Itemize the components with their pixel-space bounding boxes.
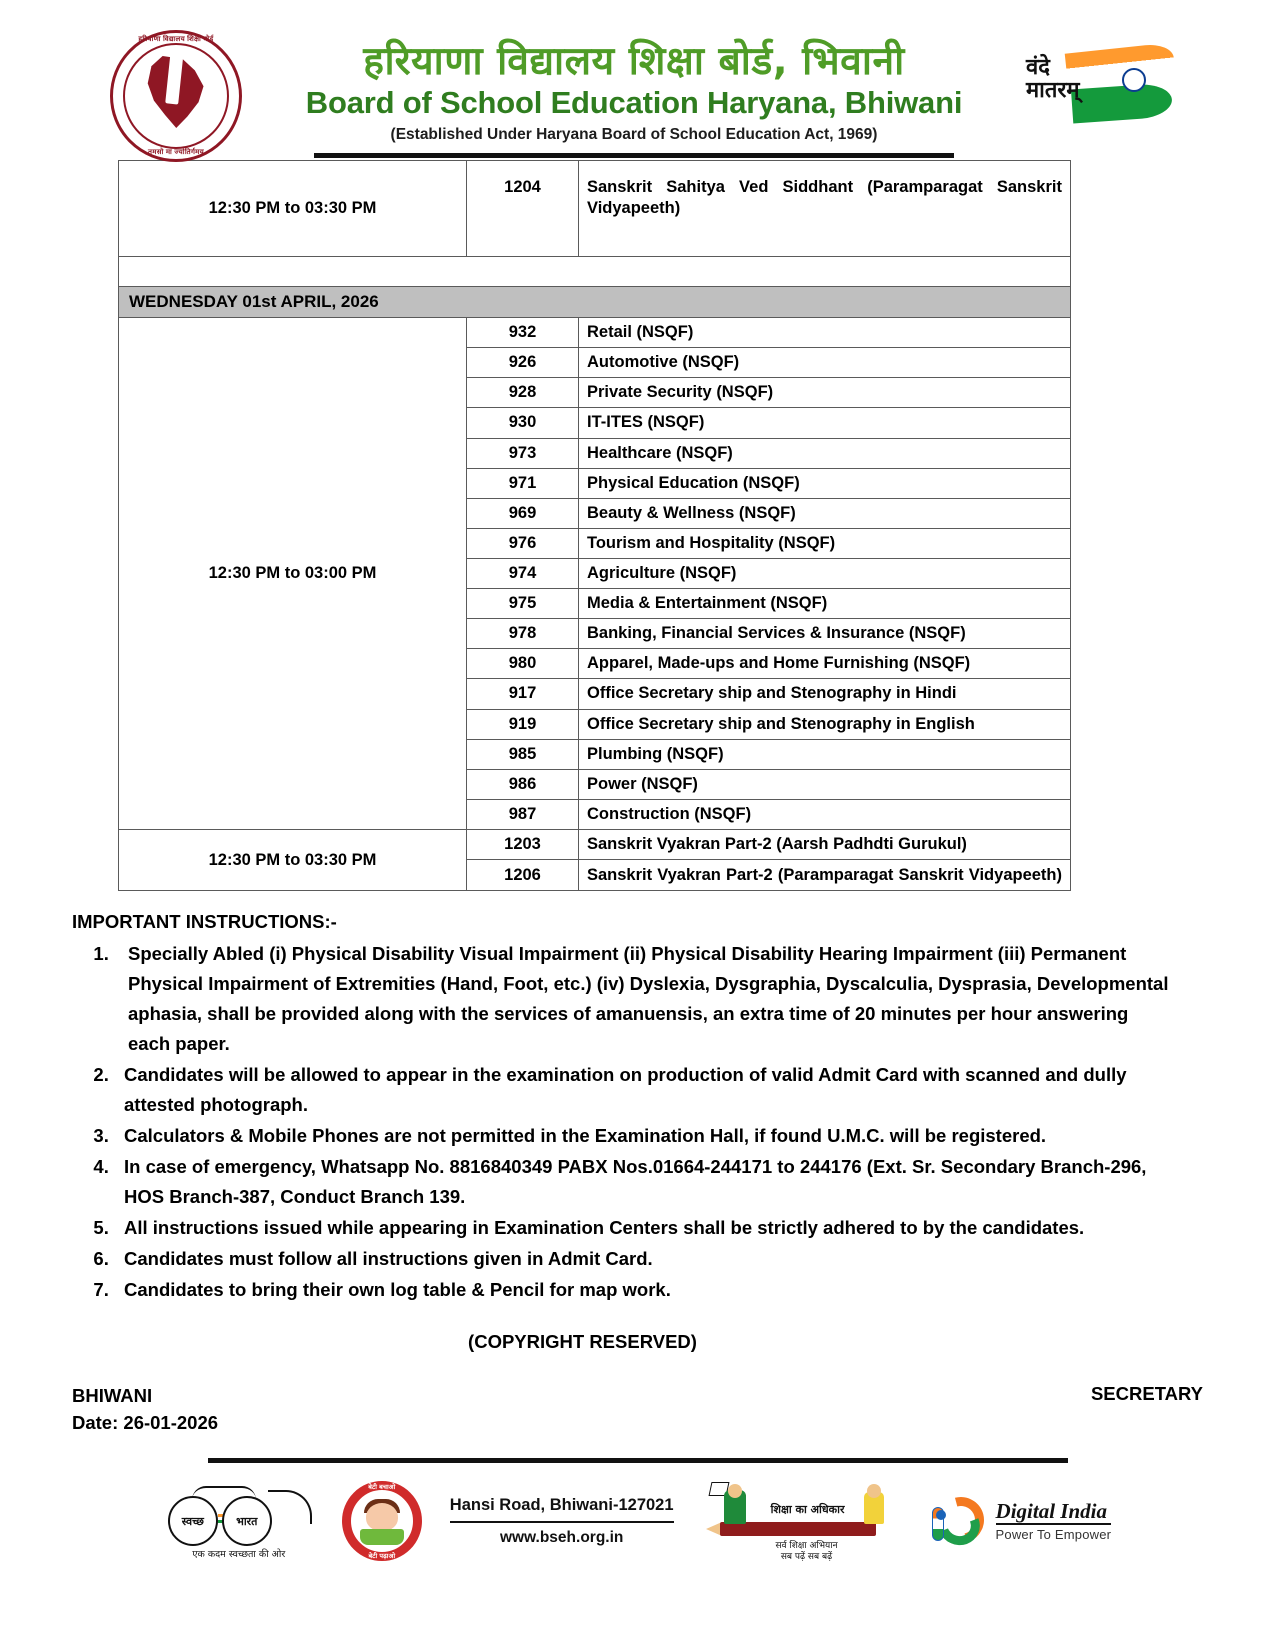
subject-code-cell: 975: [467, 589, 579, 619]
bseh-emblem-logo: [110, 30, 242, 162]
subject-name-cell: Beauty & Wellness (NSQF): [579, 498, 1071, 528]
day-heading-cell: WEDNESDAY 01st APRIL, 2026: [119, 287, 1071, 318]
subject-name-cell: Healthcare (NSQF): [579, 438, 1071, 468]
established-note: (Established Under Haryana Board of School Education Act, 1969): [390, 125, 878, 143]
flag-green-band: [1071, 83, 1173, 124]
subject-code-cell: 932: [467, 318, 579, 348]
exam-time-cell-sanskrit: 12:30 PM to 03:30 PM: [119, 829, 467, 890]
list-item: 7. Candidates to bring their own log table & Pencil for map work.: [114, 1275, 1170, 1305]
subject-name-cell: Sanskrit Vyakran Part-2 (Paramparagat Sanskrit Vidyapeeth): [579, 860, 1071, 891]
blue-dot-icon: [936, 1510, 946, 1520]
tricolor-bar-icon: [932, 1507, 944, 1541]
list-item: 6. Candidates must follow all instructions given in Admit Card.: [114, 1244, 1170, 1274]
table-row: [119, 829, 1071, 859]
beti-bachao-logo: [342, 1481, 422, 1561]
board-title-english: Board of School Education Haryana, Bhiwani: [305, 84, 963, 120]
subject-code-cell: 973: [467, 438, 579, 468]
digital-india-mark-icon: [930, 1495, 988, 1547]
subject-name-cell: Sanskrit Sahitya Ved Siddhant (Paramparagat Sanskrit Vidyapeeth): [579, 161, 1071, 257]
rte-subtitle-1: सर्व शिक्षा अभियान: [775, 1541, 838, 1552]
subject-name-cell: Media & Entertainment (NSQF): [579, 589, 1071, 619]
vande-mataram-logo: [1020, 34, 1180, 154]
beti-bottom-text: बेटी पढ़ाओ: [368, 1552, 396, 1561]
subject-code-cell: 926: [467, 348, 579, 378]
header-titles: [242, 28, 1020, 158]
spacer-cell: [119, 257, 1071, 287]
glasses-temple-arm: [268, 1490, 312, 1524]
subject-name-cell: Apparel, Made-ups and Home Furnishing (NSQF): [579, 649, 1071, 679]
digital-india-tagline: Power To Empower: [995, 1527, 1112, 1543]
exam-schedule-section: [0, 160, 1275, 891]
vande-mataram-text: वंदे मातरम्: [1026, 55, 1080, 104]
subject-code-cell: 1204: [467, 161, 579, 257]
website-url[interactable]: www.bseh.org.in: [499, 1529, 624, 1547]
swachh-bharat-caption: एक कदम स्वच्छता की ओर: [192, 1549, 286, 1561]
table-row: [119, 318, 1071, 348]
girl-face-icon: [366, 1503, 398, 1531]
digital-india-title: Digital India: [996, 1500, 1112, 1525]
subject-code-cell: 985: [467, 739, 579, 769]
subject-code-cell: 969: [467, 498, 579, 528]
glasses-left-lens: स्वच्छ: [168, 1496, 218, 1546]
subject-name-cell: Retail (NSQF): [579, 318, 1071, 348]
emblem-bottom-text: तमसो मा ज्योतिर्गमय: [147, 149, 205, 156]
document-header: [0, 0, 1275, 160]
subject-name-cell: Sanskrit Vyakran Part-2 (Aarsh Padhdti Gurukul): [579, 829, 1071, 859]
pencil-body-icon: [720, 1522, 876, 1536]
board-title-hindi: हरियाणा विद्यालय शिक्षा बोर्ड, भिवानी: [363, 39, 905, 84]
shiksha-ka-adhikar-logo: [702, 1482, 902, 1563]
subject-name-cell: IT-ITES (NSQF): [579, 408, 1071, 438]
subject-code-cell: 980: [467, 649, 579, 679]
instructions-heading: IMPORTANT INSTRUCTIONS:-: [72, 911, 337, 933]
flag-saffron-white-band: [1065, 42, 1176, 83]
open-book-icon: [360, 1529, 404, 1545]
ashoka-chakra-icon: [1122, 68, 1146, 92]
emblem-top-text: हरियाणा विद्यालय शिक्षा बोर्ड: [138, 36, 214, 43]
subject-code-cell: 930: [467, 408, 579, 438]
important-instructions-section: [0, 891, 1275, 1305]
child-right-head-icon: [867, 1484, 881, 1498]
subject-code-cell: 976: [467, 528, 579, 558]
list-item: 2. Candidates will be allowed to appear in the examination on production of valid Admit Card with scanned and dully attested photograph.: [114, 1060, 1170, 1120]
board-address: [450, 1492, 674, 1551]
subject-code-cell: 987: [467, 799, 579, 829]
signature-block: [0, 1353, 1275, 1437]
subject-name-cell: Automotive (NSQF): [579, 348, 1071, 378]
list-item: 5. All instructions issued while appearing in Examination Centers shall be strictly adhered to by the candidates.: [114, 1213, 1170, 1243]
subject-code-cell: 917: [467, 679, 579, 709]
list-item: 3. Calculators & Mobile Phones are not permitted in the Examination Hall, if found U.M.C. will be registered.: [114, 1121, 1170, 1151]
rte-title: शिक्षा का अधिकार: [770, 1503, 845, 1517]
subject-name-cell: Banking, Financial Services & Insurance (NSQF): [579, 619, 1071, 649]
child-left-head-icon: [728, 1484, 742, 1498]
subject-code-cell: 971: [467, 468, 579, 498]
subject-name-cell: Physical Education (NSQF): [579, 468, 1071, 498]
subject-name-cell: Office Secretary ship and Stenography in Hindi: [579, 679, 1071, 709]
signature-left: [72, 1383, 218, 1437]
exam-time-cell: 12:30 PM to 03:30 PM: [119, 161, 467, 257]
subject-code-cell: 1203: [467, 829, 579, 859]
schedule-body: [119, 161, 1071, 891]
subject-code-cell: 919: [467, 709, 579, 739]
instructions-list: [72, 939, 1170, 1305]
day-heading-row: [119, 287, 1071, 318]
table-row: [119, 161, 1071, 257]
subject-code-cell: 986: [467, 769, 579, 799]
list-item: 4. In case of emergency, Whatsapp No. 8816840349 PABX Nos.01664-244171 to 244176 (Ext. Sr. Secondary Branch-296, HOS Branch-387, Conduct Branch 139.: [114, 1152, 1170, 1212]
spacer-row: [119, 257, 1071, 287]
exam-time-cell-nsqf: 12:30 PM to 03:00 PM: [119, 318, 467, 830]
footer-logos: [0, 1481, 1275, 1561]
issuing-place: BHIWANI: [72, 1384, 153, 1406]
issue-date: Date: 26-01-2026: [72, 1411, 219, 1433]
digital-india-text: [996, 1500, 1112, 1542]
subject-code-cell: 978: [467, 619, 579, 649]
swachh-bharat-logo: [164, 1482, 314, 1560]
glasses-right-lens: भारत: [222, 1496, 272, 1546]
signature-designation: SECRETARY: [1090, 1382, 1203, 1404]
beti-top-text: बेटी बचाओ: [368, 1483, 396, 1492]
exam-schedule-table: [118, 160, 1071, 891]
subject-name-cell: Plumbing (NSQF): [579, 739, 1071, 769]
address-line: Hansi Road, Bhiwani-127021: [450, 1492, 674, 1523]
subject-code-cell: 928: [467, 378, 579, 408]
subject-name-cell: Tourism and Hospitality (NSQF): [579, 528, 1071, 558]
subject-code-cell: 974: [467, 558, 579, 588]
list-item: 1. Specially Abled (i) Physical Disability Visual Impairment (ii) Physical Disability Hearing Impairment (iii) Permanent Physical Impairment of Extremities (Hand, Foot, etc.) (iv) Dyslexia, Dysgraphia, Dyscalculia, Dysprasia, Developmental aphasia, shall be provided along with the services of amanuensis, an extra time of 20 minutes per hour answering each paper.: [114, 939, 1170, 1059]
rte-subtitle-2: सब पढ़ें सब बढ़ें: [780, 1552, 833, 1563]
header-divider: [314, 153, 954, 158]
subject-name-cell: Agriculture (NSQF): [579, 558, 1071, 588]
subject-code-cell: 1206: [467, 860, 579, 891]
subject-name-cell: Power (NSQF): [579, 769, 1071, 799]
digital-india-logo: [930, 1495, 1112, 1547]
subject-name-cell: Office Secretary ship and Stenography in English: [579, 709, 1071, 739]
footer-divider: [208, 1458, 1068, 1463]
copyright-notice: (COPYRIGHT RESERVED): [468, 1330, 697, 1352]
subject-name-cell: Construction (NSQF): [579, 799, 1071, 829]
subject-name-cell: Private Security (NSQF): [579, 378, 1071, 408]
